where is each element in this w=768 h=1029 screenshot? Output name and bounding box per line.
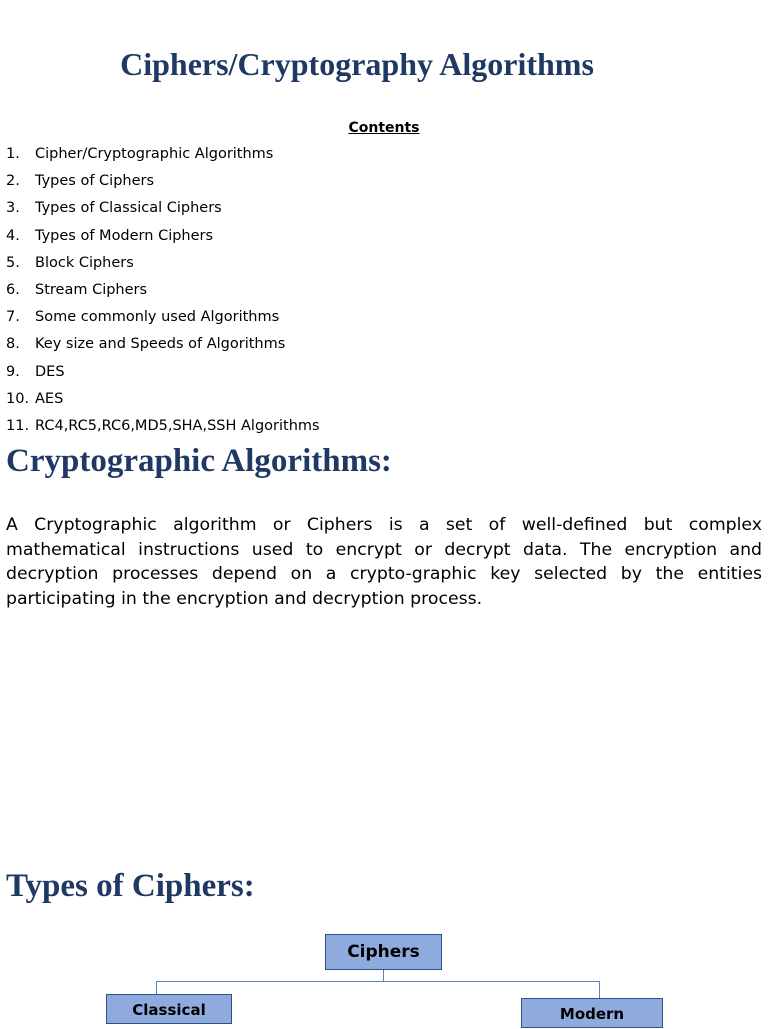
toc-item-number: 3. (6, 200, 20, 217)
connector-right-down (599, 981, 600, 998)
toc-item (6, 141, 746, 168)
contents-heading: Contents (348, 120, 420, 136)
classical-node: Classical (106, 994, 232, 1024)
connector-root-down (383, 970, 384, 981)
connector-left-down (156, 981, 157, 994)
toc-item (6, 223, 746, 250)
toc-item-number: 11. (6, 417, 30, 433)
types-of-ciphers-heading: Types of Ciphers: (6, 868, 255, 904)
connector-horizontal (156, 981, 599, 982)
toc-item-number: 7. (6, 309, 20, 326)
toc-item-number: 10. (6, 390, 30, 407)
toc-item (6, 359, 746, 386)
toc-item-number: 4. (6, 227, 20, 244)
toc-item-number: 1. (6, 146, 20, 162)
modern-node: Modern (521, 998, 663, 1028)
toc-item-number: 5. (6, 254, 20, 271)
toc-item-label: Stream Ciphers (35, 281, 148, 298)
toc-item (6, 331, 746, 358)
toc-item-number: 2. (6, 173, 20, 190)
page-title: Ciphers/Cryptography Algorithms (120, 46, 594, 82)
table-of-contents (6, 141, 746, 433)
toc-item-label: Types of Classical Ciphers (35, 200, 222, 217)
toc-item (6, 386, 746, 413)
toc-item-label: RC4,RC5,RC6,MD5,SHA,SSH Algorithms (35, 417, 320, 433)
cipher-types-diagram (0, 930, 768, 1024)
toc-item-label: AES (35, 390, 64, 407)
cryptographic-algorithms-paragraph: A Cryptographic algorithm or Ciphers is a set of well-defined but complex mathematical instructions used to encrypt or decrypt data. The encryption and decryption processes depend on a crypto-graphic key selected by the entities participating in the encryption and decryption process. (6, 515, 762, 609)
toc-item-label: Types of Ciphers (35, 173, 155, 190)
toc-item-label: DES (35, 363, 65, 380)
toc-item-label: Key size and Speeds of Algorithms (35, 336, 286, 353)
toc-item (6, 168, 746, 195)
toc-item-label: Types of Modern Ciphers (35, 227, 214, 244)
toc-item (6, 277, 746, 304)
toc-item (6, 250, 746, 277)
ciphers-node: Ciphers (325, 934, 442, 970)
toc-item (6, 304, 746, 331)
toc-item-number: 6. (6, 281, 20, 298)
toc-item (6, 413, 746, 433)
toc-item-label: Block Ciphers (35, 254, 134, 271)
toc-item (6, 195, 746, 222)
toc-item-label: Cipher/Cryptographic Algorithms (35, 146, 274, 162)
toc-item-number: 9. (6, 363, 20, 380)
cryptographic-algorithms-heading: Cryptographic Algorithms: (6, 443, 392, 479)
toc-item-number: 8. (6, 336, 20, 353)
toc-item-label: Some commonly used Algorithms (35, 309, 280, 326)
